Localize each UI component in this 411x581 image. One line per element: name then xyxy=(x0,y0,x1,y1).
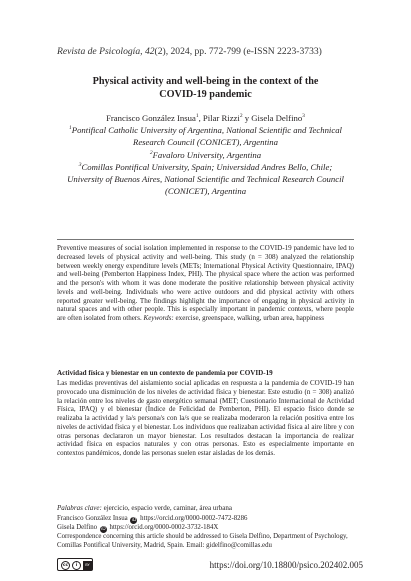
affiliation-3-line-3: (CONICET), Argentina xyxy=(164,186,247,197)
orcid-icon: iD xyxy=(131,518,137,523)
cc-mark: cc xyxy=(62,562,69,568)
author-1-sup: 1 xyxy=(195,113,199,120)
affiliation-1-line-2: Research Council (CONICET), Argentina xyxy=(133,137,278,148)
journal-volume: 42 xyxy=(144,46,155,57)
affiliation-1-line-1 xyxy=(40,124,371,136)
section-divider xyxy=(57,239,354,240)
contact-info xyxy=(57,515,357,550)
affiliation-3-line-1 xyxy=(40,161,371,173)
author-2: , Pilar Rizzi xyxy=(198,113,240,123)
by-mark: BY xyxy=(83,561,92,570)
journal-name: Revista de Psicología xyxy=(57,46,141,57)
doi-link[interactable]: https://doi.org/10.18800/psico.202402.005 xyxy=(209,560,363,570)
author-3-sup: 3 xyxy=(302,113,305,120)
author-1: Francisco González Insua xyxy=(106,113,196,123)
affiliation-2-sup: 2 xyxy=(149,149,153,156)
cc-by-license-icon[interactable] xyxy=(57,558,93,571)
orcid-link-3[interactable]: https://orcid.org/0000-0002-3732-184X xyxy=(109,524,219,531)
author-list xyxy=(40,112,371,124)
affiliation-2 xyxy=(40,149,371,161)
palabras-clave-label: Palabras clave: xyxy=(57,504,102,512)
orcid-row-1 xyxy=(57,515,357,524)
author-3: y Gisela Delfino xyxy=(242,113,303,123)
palabras-clave xyxy=(57,504,354,513)
affiliation-3-text: Comillas Pontifical University, Spain; Universidad Andres Bello, Chile; xyxy=(81,161,333,172)
article-title xyxy=(40,75,371,101)
orcid-link-1[interactable]: https://orcid.org/0000-0002-7472-8286 xyxy=(140,515,248,522)
affiliation-1-sup: 1 xyxy=(69,125,72,132)
title-line-2: COVID-19 pandemic xyxy=(159,89,252,100)
affiliation-3-sup: 3 xyxy=(78,162,82,168)
affiliation-2-text: Favaloro University, Argentina xyxy=(152,149,262,160)
attribution-mark: i xyxy=(72,561,81,570)
abstract-english xyxy=(57,244,354,323)
affiliation-3-line-2: University of Buenos Aires, National Scientific and Technical Research Council xyxy=(67,174,344,185)
keywords-label: Keywords: xyxy=(143,314,174,322)
orcid-author-1: Francisco González Insua xyxy=(57,515,128,522)
orcid-row-2 xyxy=(57,524,357,533)
resumen-title: Actividad física y bienestar en un contexto de pandemia por COVID-19 xyxy=(57,369,273,377)
journal-header: Revista de Psicología, 42(2), 2024, pp. 772-799 (e-ISSN 2223-3733) xyxy=(57,46,322,57)
orcid-icon: iD xyxy=(100,527,106,532)
affiliations xyxy=(40,124,371,198)
palabras-clave-list: ejercicio, espacio verde, caminar, área urbana xyxy=(101,504,233,512)
abstract-text: Preventive measures of social isolation implemented in response to the COVID-19 pandemic have led to decreased levels of physical activity and well-being. This study (n = 308) analyzed the relationship between weekly energy expenditure levels (METs; International Physical Activity Questionnaire, IPAQ) and well-being (Pemberton Happiness Index, PHI). The physical space where the action was performed and the person's with whom it was done moderate the positive relationship between physical activity levels and well-being. Individuals who were active outdoors and did physical activity with others reported greater well-being. The findings highlight the importance of engaging in physical activity in natural spaces and with other people. This is especially important in pandemic contexts, where people are often isolated from others. xyxy=(57,244,354,322)
title-line-1: Physical activity and well-being in the context of the xyxy=(92,76,319,87)
resumen-text: Las medidas preventivas del aislamiento social aplicadas en respuesta a la pandemia de COVID-19 han provocado una disminución de los niveles de actividad física y bienestar. Este estudio (n = 308) analizó la relación entre los niveles de gasto energético semanal (MET; Cuestionario Internacional de Actividad Física, IPAQ) y el bienestar (Índice de Felicidad de Pemberton, PHI). El espacio físico donde se realizaba la actividad y la/s persona/s con la/s que se realizaba moderaron la relación positiva entre los niveles de actividad física y el bienestar. Los individuos que realizaban actividad física al aire libre y con otras personas declararon un mayor bienestar. Los resultados destacan la importancia de realizar actividad física en espacios naturales y con otras personas. Esto es especialmente importante en contextos pandémicos, donde las personas suelen estar aisladas de los demás. xyxy=(57,379,354,457)
keywords-list: exercise, greenspace, walking, urban area, happiness xyxy=(173,314,325,322)
orcid-author-3: Gisela Delfino xyxy=(57,524,98,531)
journal-issue-pages: (2), 2024, pp. 772-799 (e-ISSN 2223-3733) xyxy=(154,46,322,57)
affiliation-1-text: Pontifical Catholic University of Argentina, National Scientific and Technical xyxy=(71,125,342,135)
correspondence-note: Correspondence concerning this article should be addressed to Gisela Delfino, Department of Psychology, Comillas Pontifical University, Madrid, Spain. Email: gidelfino@comillas.edu xyxy=(57,533,348,549)
author-2-sup: 2 xyxy=(239,113,243,120)
